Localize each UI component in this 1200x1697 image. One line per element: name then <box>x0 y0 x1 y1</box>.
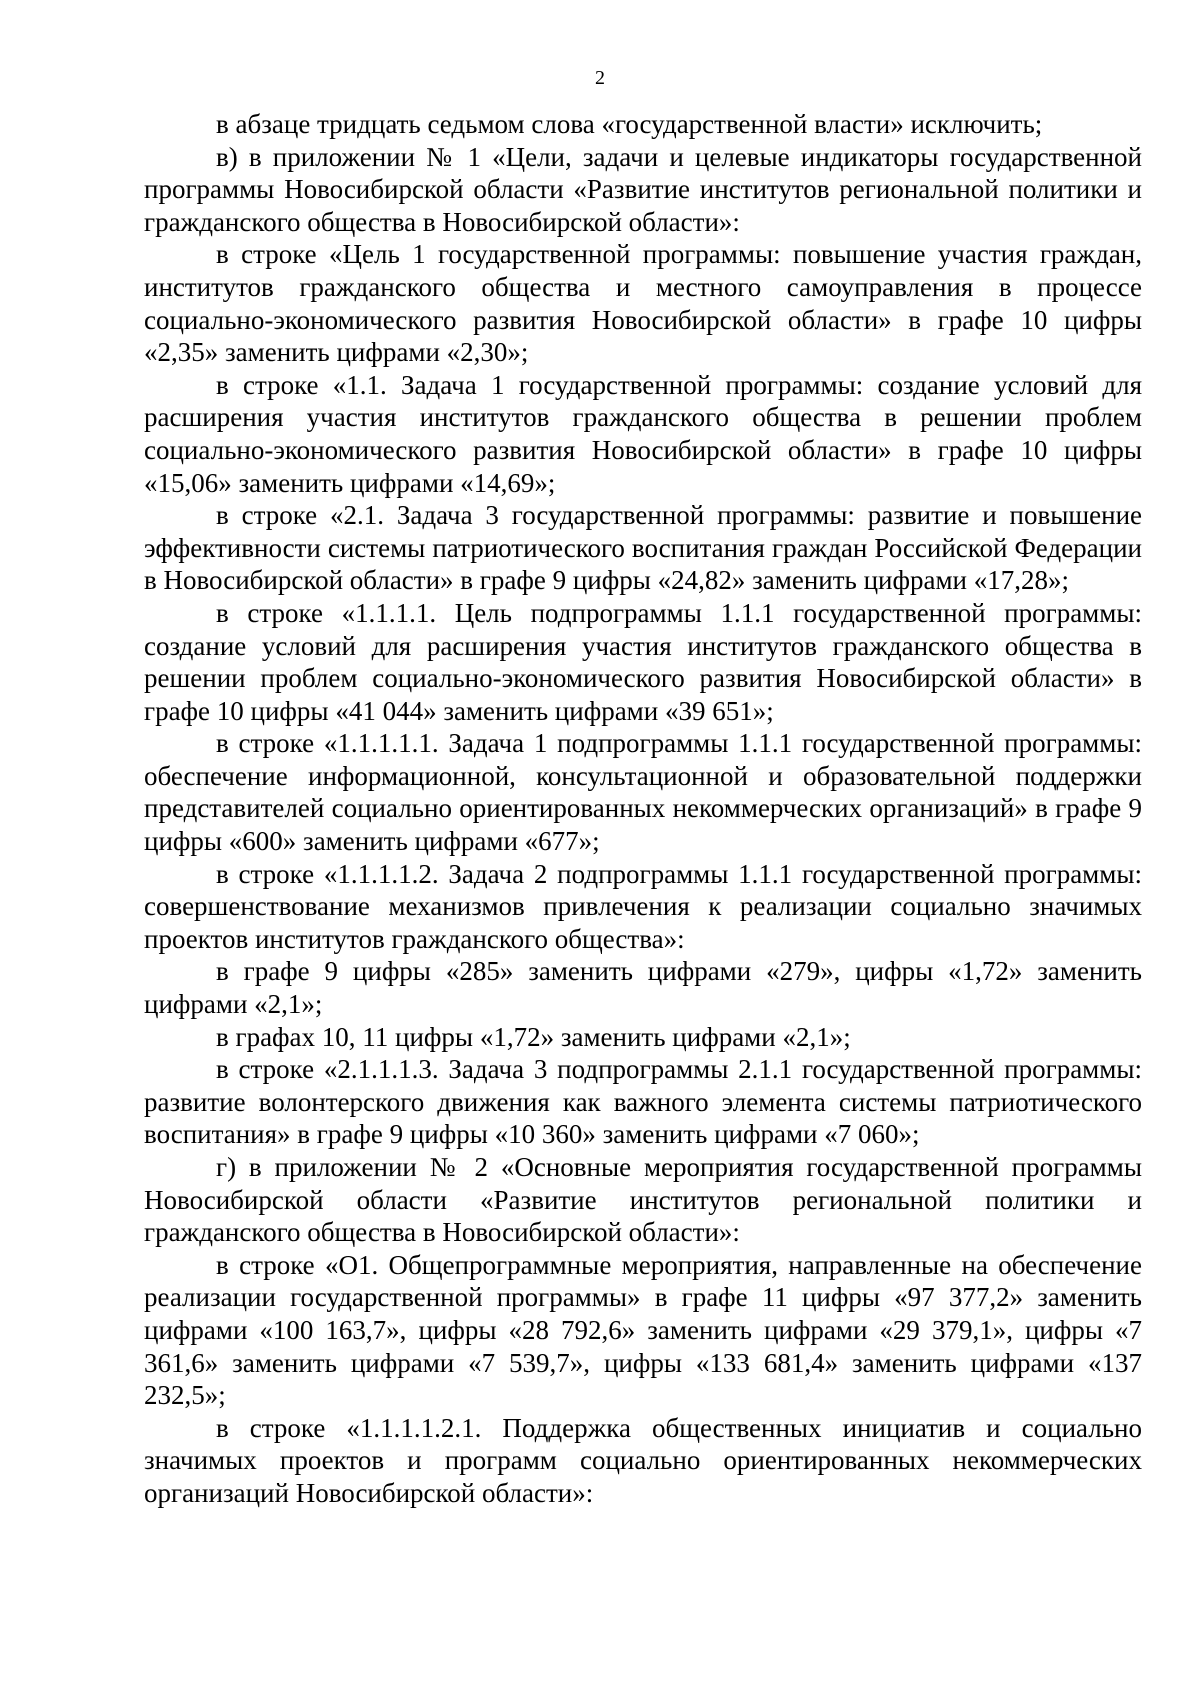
document-body <box>144 108 1142 1510</box>
paragraph-14: в строке «1.1.1.1.2.1. Поддержка общественных инициатив и социально значимых проектов и программ социально ориентированных некоммерческих организаций Новосибирской области»: <box>144 1412 1142 1508</box>
page-number: 2 <box>595 67 605 89</box>
paragraph-12: г) в приложении № 2 «Основные мероприятия государственной программы Новосибирской области «Развитие институтов региональной политики и гражданского общества в Новосибирской области»: <box>144 1152 1142 1248</box>
paragraph-10: в графах 10, 11 цифры «1,72» заменить цифрами «2,1»; <box>216 1021 851 1052</box>
paragraph-13: в строке «О1. Общепрограммные мероприятия, направленные на обеспечение реализации государственной программы» в графе 11 цифры «97 377,2» заменить цифрами «100 163,7», цифры «28 792,6» заменить цифрами «29 379,1», цифры «7 361,6» заменить цифрами «7 539,7», цифры «133 681,4» заменить цифрами «137 232,5»; <box>144 1249 1142 1411</box>
paragraph-3: в строке «Цель 1 государственной программы: повышение участия граждан, институтов гражданского общества и местного самоуправления в процессе социально-экономического развития Новосибирской области» в графе 10 цифры «2,35» заменить цифрами «2,30»; <box>144 239 1142 368</box>
paragraph-5: в строке «2.1. Задача 3 государственной программы: развитие и повышение эффективности системы патриотического воспитания граждан Российской Федерации в Новосибирской области» в графе 9 цифры «24,82» заменить цифрами «17,28»; <box>144 500 1142 596</box>
paragraph-6: в строке «1.1.1.1. Цель подпрограммы 1.1.1 государственной программы: создание условий для расширения участия институтов гражданского общества в решении проблем социально-экономического развития Новосибирской области» в графе 10 цифры «41 044» заменить цифрами «39 651»; <box>144 597 1142 726</box>
paragraph-7: в строке «1.1.1.1.1. Задача 1 подпрограммы 1.1.1 государственной программы: обеспечение информационной, консультационной и образовательной поддержки представителей социально ориентированных некоммерческих организаций» в графе 9 цифры «600» заменить цифрами «677»; <box>144 728 1142 857</box>
paragraph-4: в строке «1.1. Задача 1 государственной программы: создание условий для расширения участия институтов гражданского общества в решении проблем социально-экономического развития Новосибирской области» в графе 10 цифры «15,06» заменить цифрами «14,69»; <box>144 369 1142 498</box>
paragraph-8: в строке «1.1.1.1.2. Задача 2 подпрограммы 1.1.1 государственной программы: совершенствование механизмов привлечения к реализации социально значимых проектов институтов гражданского общества»: <box>144 858 1142 954</box>
paragraph-9: в графе 9 цифры «285» заменить цифрами «279», цифры «1,72» заменить цифрами «2,1»; <box>144 956 1142 1020</box>
paragraph-1: в абзаце тридцать седьмом слова «государственной власти» исключить; <box>216 109 1043 139</box>
paragraph-2: в) в приложении № 1 «Цели, задачи и целевые индикаторы государственной программы Новосибирской области «Развитие институтов региональной политики и гражданского общества в Новосибирской области»: <box>144 141 1142 237</box>
paragraph-11: в строке «2.1.1.1.3. Задача 3 подпрограммы 2.1.1 государственной программы: развитие волонтерского движения как важного элемента системы патриотического воспитания» в графе 9 цифры «10 360» заменить цифрами «7 060»; <box>144 1054 1142 1150</box>
